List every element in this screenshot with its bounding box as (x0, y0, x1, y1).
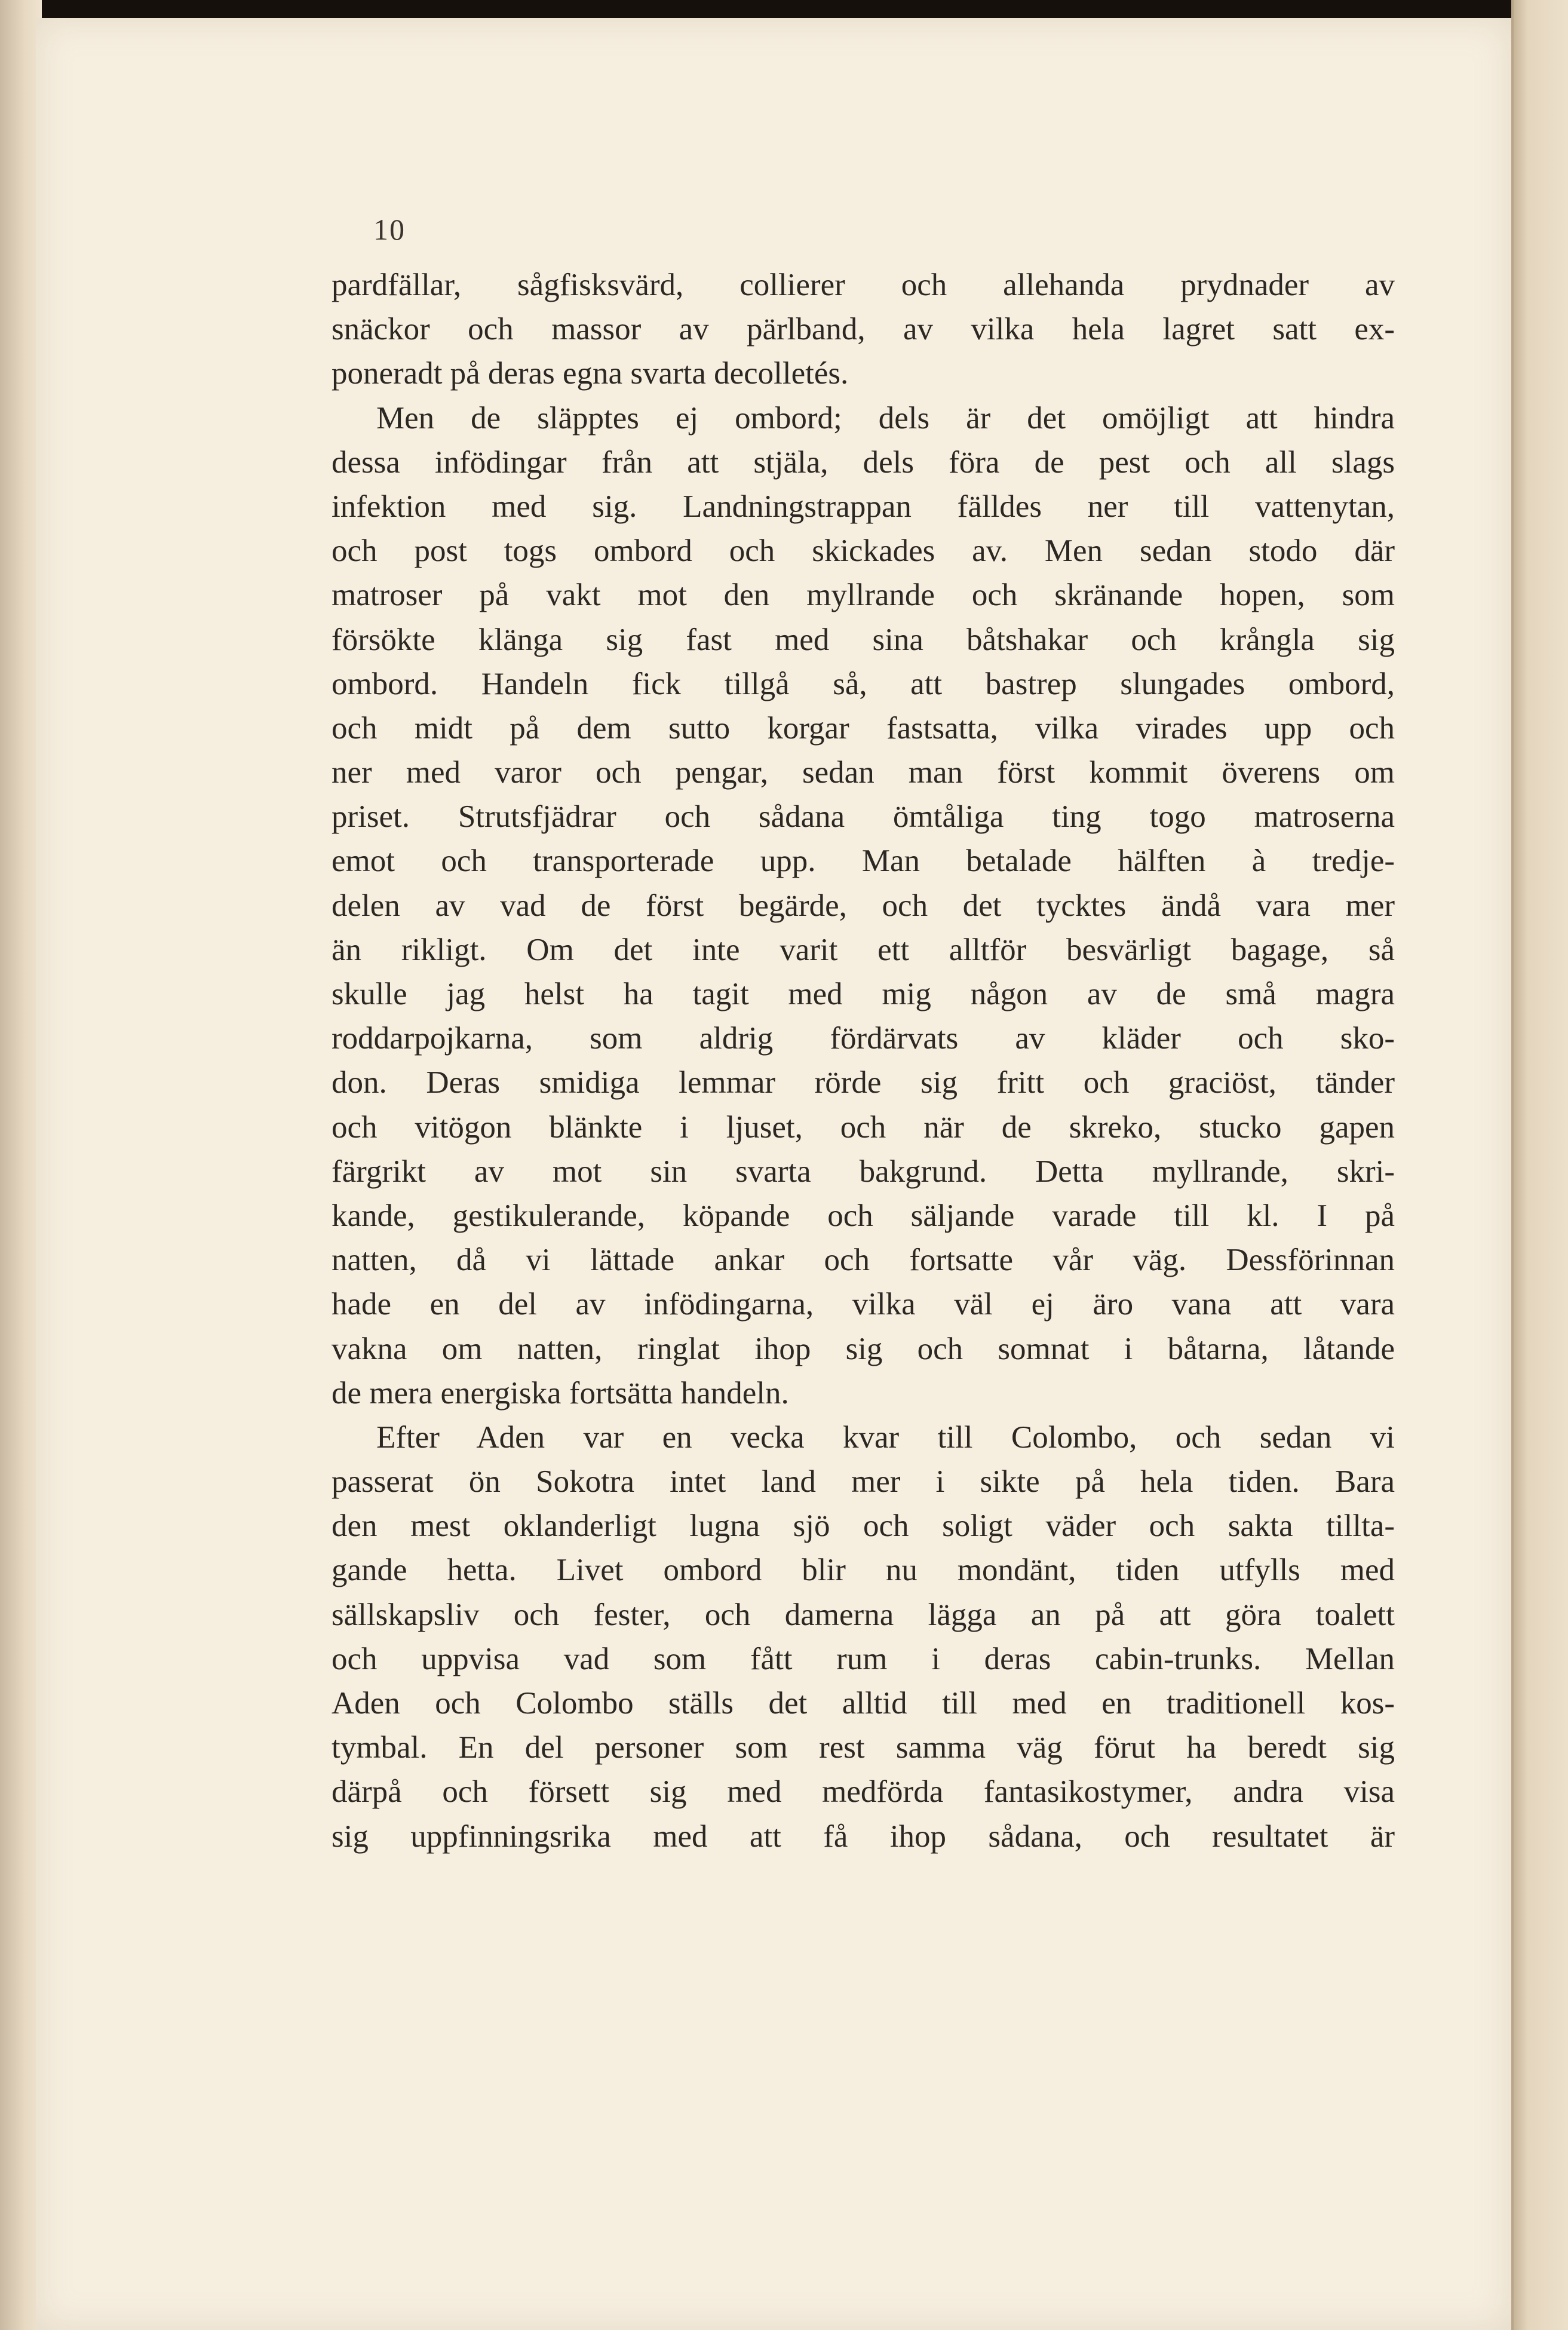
text-line: roddarpojkarna, som aldrig fördärvats av kläder och sko- (332, 1021, 1395, 1056)
text-line: hade en del av infödingarna, vilka väl ej äro vana att vara (332, 1287, 1395, 1322)
text-line: och midt på dem sutto korgar fastsatta, vilka virades upp och (332, 710, 1395, 746)
text-line: snäckor och massor av pärlband, av vilka hela lagret satt ex- (332, 312, 1395, 347)
text-line: vakna om natten, ringlat ihop sig och somnat i båtarna, låtande (332, 1331, 1395, 1366)
text-line: matroser på vakt mot den myllrande och skränande hopen, som (332, 578, 1395, 613)
text-line: pardfällar, sågfisksvärd, collierer och allehanda prydnader av (332, 268, 1395, 302)
text-line: Aden och Colombo ställs det alltid till med en traditionell kos- (332, 1686, 1395, 1721)
text-line: Men de släpptes ej ombord; dels är det omöjligt att hindra (376, 400, 1395, 436)
text-line: försökte klänga sig fast med sina båtshakar och krångla sig (332, 622, 1395, 657)
text-line: de mera energiska fortsätta handeln. (332, 1375, 789, 1411)
text-line: och post togs ombord och skickades av. Men sedan stodo där (332, 534, 1395, 569)
text-line: skulle jag helst ha tagit med mig någon av de små magra (332, 977, 1395, 1011)
text-line: emot och transporterade upp. Man betalade hälften à tredje- (332, 844, 1395, 879)
text-line: dessa infödingar från att stjäla, dels föra de pest och all slags (332, 444, 1395, 480)
page-number: 10 (373, 213, 406, 246)
text-line: delen av vad de först begärde, och det tycktes ändå vara mer (332, 888, 1395, 923)
text-line: ner med varor och pengar, sedan man först kommit överens om (332, 755, 1395, 790)
text-line: ombord. Handeln fick tillgå så, att bastrep slungades ombord, (332, 666, 1395, 701)
text-line: Efter Aden var en vecka kvar till Colombo, och sedan vi (376, 1420, 1395, 1455)
text-line: passerat ön Sokotra intet land mer i sikte på hela tiden. Bara (332, 1464, 1395, 1500)
right-page-edge (1511, 0, 1568, 2330)
text-line: färgrikt av mot sin svarta bakgrund. Detta myllrande, skri- (332, 1154, 1395, 1189)
text-line: därpå och försett sig med medförda fantasikostymer, andra visa (332, 1774, 1395, 1810)
text-line: och uppvisa vad som fått rum i deras cabin-trunks. Mellan (332, 1641, 1395, 1676)
text-line: än rikligt. Om det inte varit ett alltför besvärligt bagage, så (332, 932, 1395, 967)
text-line: sällskapsliv och fester, och damerna lägga an på att göra toalett (332, 1597, 1395, 1632)
text-line: tymbal. En del personer som rest samma väg förut ha beredt sig (332, 1730, 1395, 1765)
text-line: don. Deras smidiga lemmar rörde sig fritt och graciöst, tänder (332, 1065, 1395, 1100)
text-line: infektion med sig. Landningstrappan fälldes ner till vattenytan, (332, 489, 1395, 524)
text-line: poneradt på deras egna svarta decolletés. (332, 356, 849, 391)
text-line: sig uppfinningsrika med att få ihop sådana, och resultatet är (332, 1819, 1395, 1854)
text-line: gande hetta. Livet ombord blir nu mondänt, tiden utfylls med (332, 1553, 1395, 1588)
text-line: priset. Strutsfjädrar och sådana ömtåliga ting togo matroserna (332, 799, 1395, 835)
body-text (332, 263, 1395, 1859)
text-line: och vitögon blänkte i ljuset, och när de skreko, stucko gapen (332, 1109, 1395, 1145)
text-line: natten, då vi lättade ankar och fortsatte vår väg. Dessförinnan (332, 1243, 1395, 1278)
text-line: kande, gestikulerande, köpande och säljande varade till kl. I på (332, 1198, 1395, 1233)
text-line: den mest oklanderligt lugna sjö och soligt väder och sakta tillta- (332, 1509, 1395, 1544)
